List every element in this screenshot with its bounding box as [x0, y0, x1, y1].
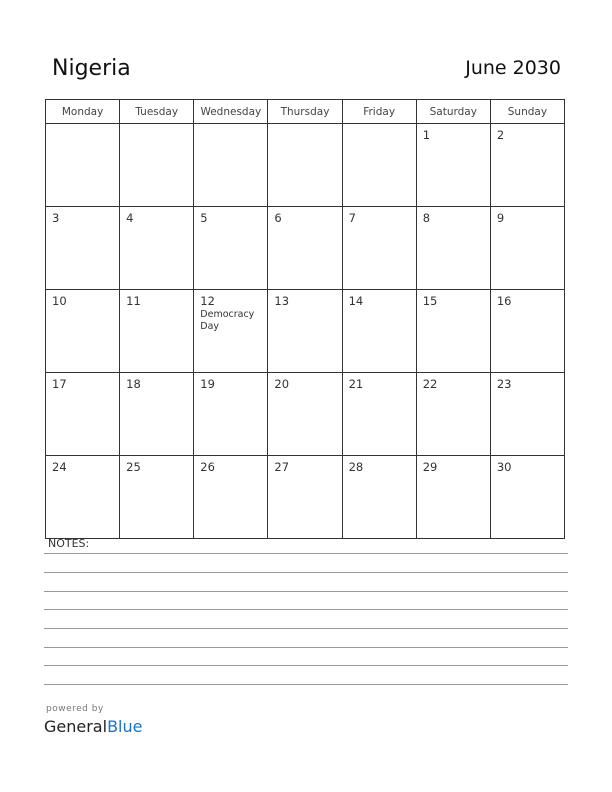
day-cell — [46, 124, 120, 207]
day-number: 18 — [126, 377, 141, 391]
notes-label: NOTES: — [48, 537, 90, 550]
day-cell — [194, 124, 268, 207]
day-number: 29 — [422, 460, 438, 474]
day-cell — [120, 290, 194, 373]
day-number: 19 — [200, 377, 215, 391]
week-row-3 — [46, 290, 565, 373]
day-cell — [194, 207, 268, 290]
day-cell — [46, 290, 120, 373]
weekday-header-row — [46, 100, 565, 124]
day-cell — [416, 290, 490, 373]
day-cell — [268, 373, 342, 456]
day-number: 14 — [348, 294, 364, 308]
day-cell — [490, 456, 564, 539]
day-number: 24 — [52, 460, 67, 474]
weekday-saturday: Saturday — [416, 100, 490, 124]
note-line — [44, 609, 568, 610]
day-number: 9 — [496, 211, 505, 225]
day-number: 10 — [52, 294, 67, 308]
day-number: 27 — [274, 460, 290, 474]
day-number: 15 — [422, 294, 438, 308]
day-cell — [342, 207, 416, 290]
day-cell — [46, 207, 120, 290]
day-number: 4 — [126, 211, 134, 225]
day-cell — [342, 124, 416, 207]
note-line — [44, 628, 568, 629]
day-cell — [416, 456, 490, 539]
brand-general-text: General — [44, 717, 108, 736]
day-number: 30 — [496, 460, 512, 474]
day-number: 8 — [422, 211, 431, 225]
week-row-5 — [46, 456, 565, 539]
day-number: 17 — [52, 377, 67, 391]
day-number: 21 — [348, 377, 364, 391]
day-cell — [342, 373, 416, 456]
day-number: 26 — [200, 460, 215, 474]
day-cell — [416, 373, 490, 456]
day-cell — [120, 207, 194, 290]
day-number: 7 — [348, 211, 356, 225]
weekday-sunday: Sunday — [490, 100, 564, 124]
day-cell — [194, 373, 268, 456]
week-row-2 — [46, 207, 565, 290]
day-cell — [46, 373, 120, 456]
day-cell — [268, 207, 342, 290]
note-line — [44, 665, 568, 666]
day-cell — [268, 290, 342, 373]
brand-logo — [44, 717, 142, 736]
day-number: 11 — [126, 294, 141, 308]
day-cell — [342, 290, 416, 373]
day-cell — [490, 290, 564, 373]
day-cell — [194, 456, 268, 539]
day-number: 5 — [200, 211, 208, 225]
powered-by-label: powered by — [46, 704, 104, 714]
note-line — [44, 684, 568, 685]
day-number: 16 — [496, 294, 512, 308]
holiday-label: Democracy Day — [200, 309, 255, 332]
day-number: 1 — [422, 128, 431, 142]
day-cell-holiday — [194, 290, 268, 373]
day-cell — [416, 207, 490, 290]
day-cell — [120, 456, 194, 539]
day-cell — [120, 373, 194, 456]
weekday-thursday: Thursday — [268, 100, 342, 124]
calendar-grid — [45, 99, 565, 539]
week-row-4 — [46, 373, 565, 456]
day-cell — [268, 124, 342, 207]
day-number: 2 — [496, 128, 505, 142]
day-number: 25 — [126, 460, 141, 474]
day-number: 20 — [274, 377, 290, 391]
country-title: Nigeria — [52, 56, 131, 81]
week-row-1 — [46, 124, 565, 207]
day-number: 23 — [496, 377, 512, 391]
weekday-monday: Monday — [46, 100, 120, 124]
day-number: 22 — [422, 377, 438, 391]
weekday-wednesday: Wednesday — [194, 100, 268, 124]
day-number: 12 — [200, 294, 215, 308]
day-cell — [120, 124, 194, 207]
note-line — [44, 553, 568, 554]
weekday-tuesday: Tuesday — [120, 100, 194, 124]
weekday-friday: Friday — [342, 100, 416, 124]
note-line — [44, 591, 568, 592]
day-cell — [490, 207, 564, 290]
day-number: 6 — [274, 211, 282, 225]
month-title: June 2030 — [465, 57, 561, 79]
day-number: 28 — [348, 460, 364, 474]
day-cell — [490, 124, 564, 207]
note-line — [44, 647, 568, 648]
day-number: 3 — [52, 211, 60, 225]
brand-blue-text: Blue — [107, 717, 143, 736]
note-line — [44, 572, 568, 573]
day-cell — [342, 456, 416, 539]
day-cell — [416, 124, 490, 207]
day-cell — [46, 456, 120, 539]
day-number: 13 — [274, 294, 290, 308]
day-cell — [490, 373, 564, 456]
day-cell — [268, 456, 342, 539]
